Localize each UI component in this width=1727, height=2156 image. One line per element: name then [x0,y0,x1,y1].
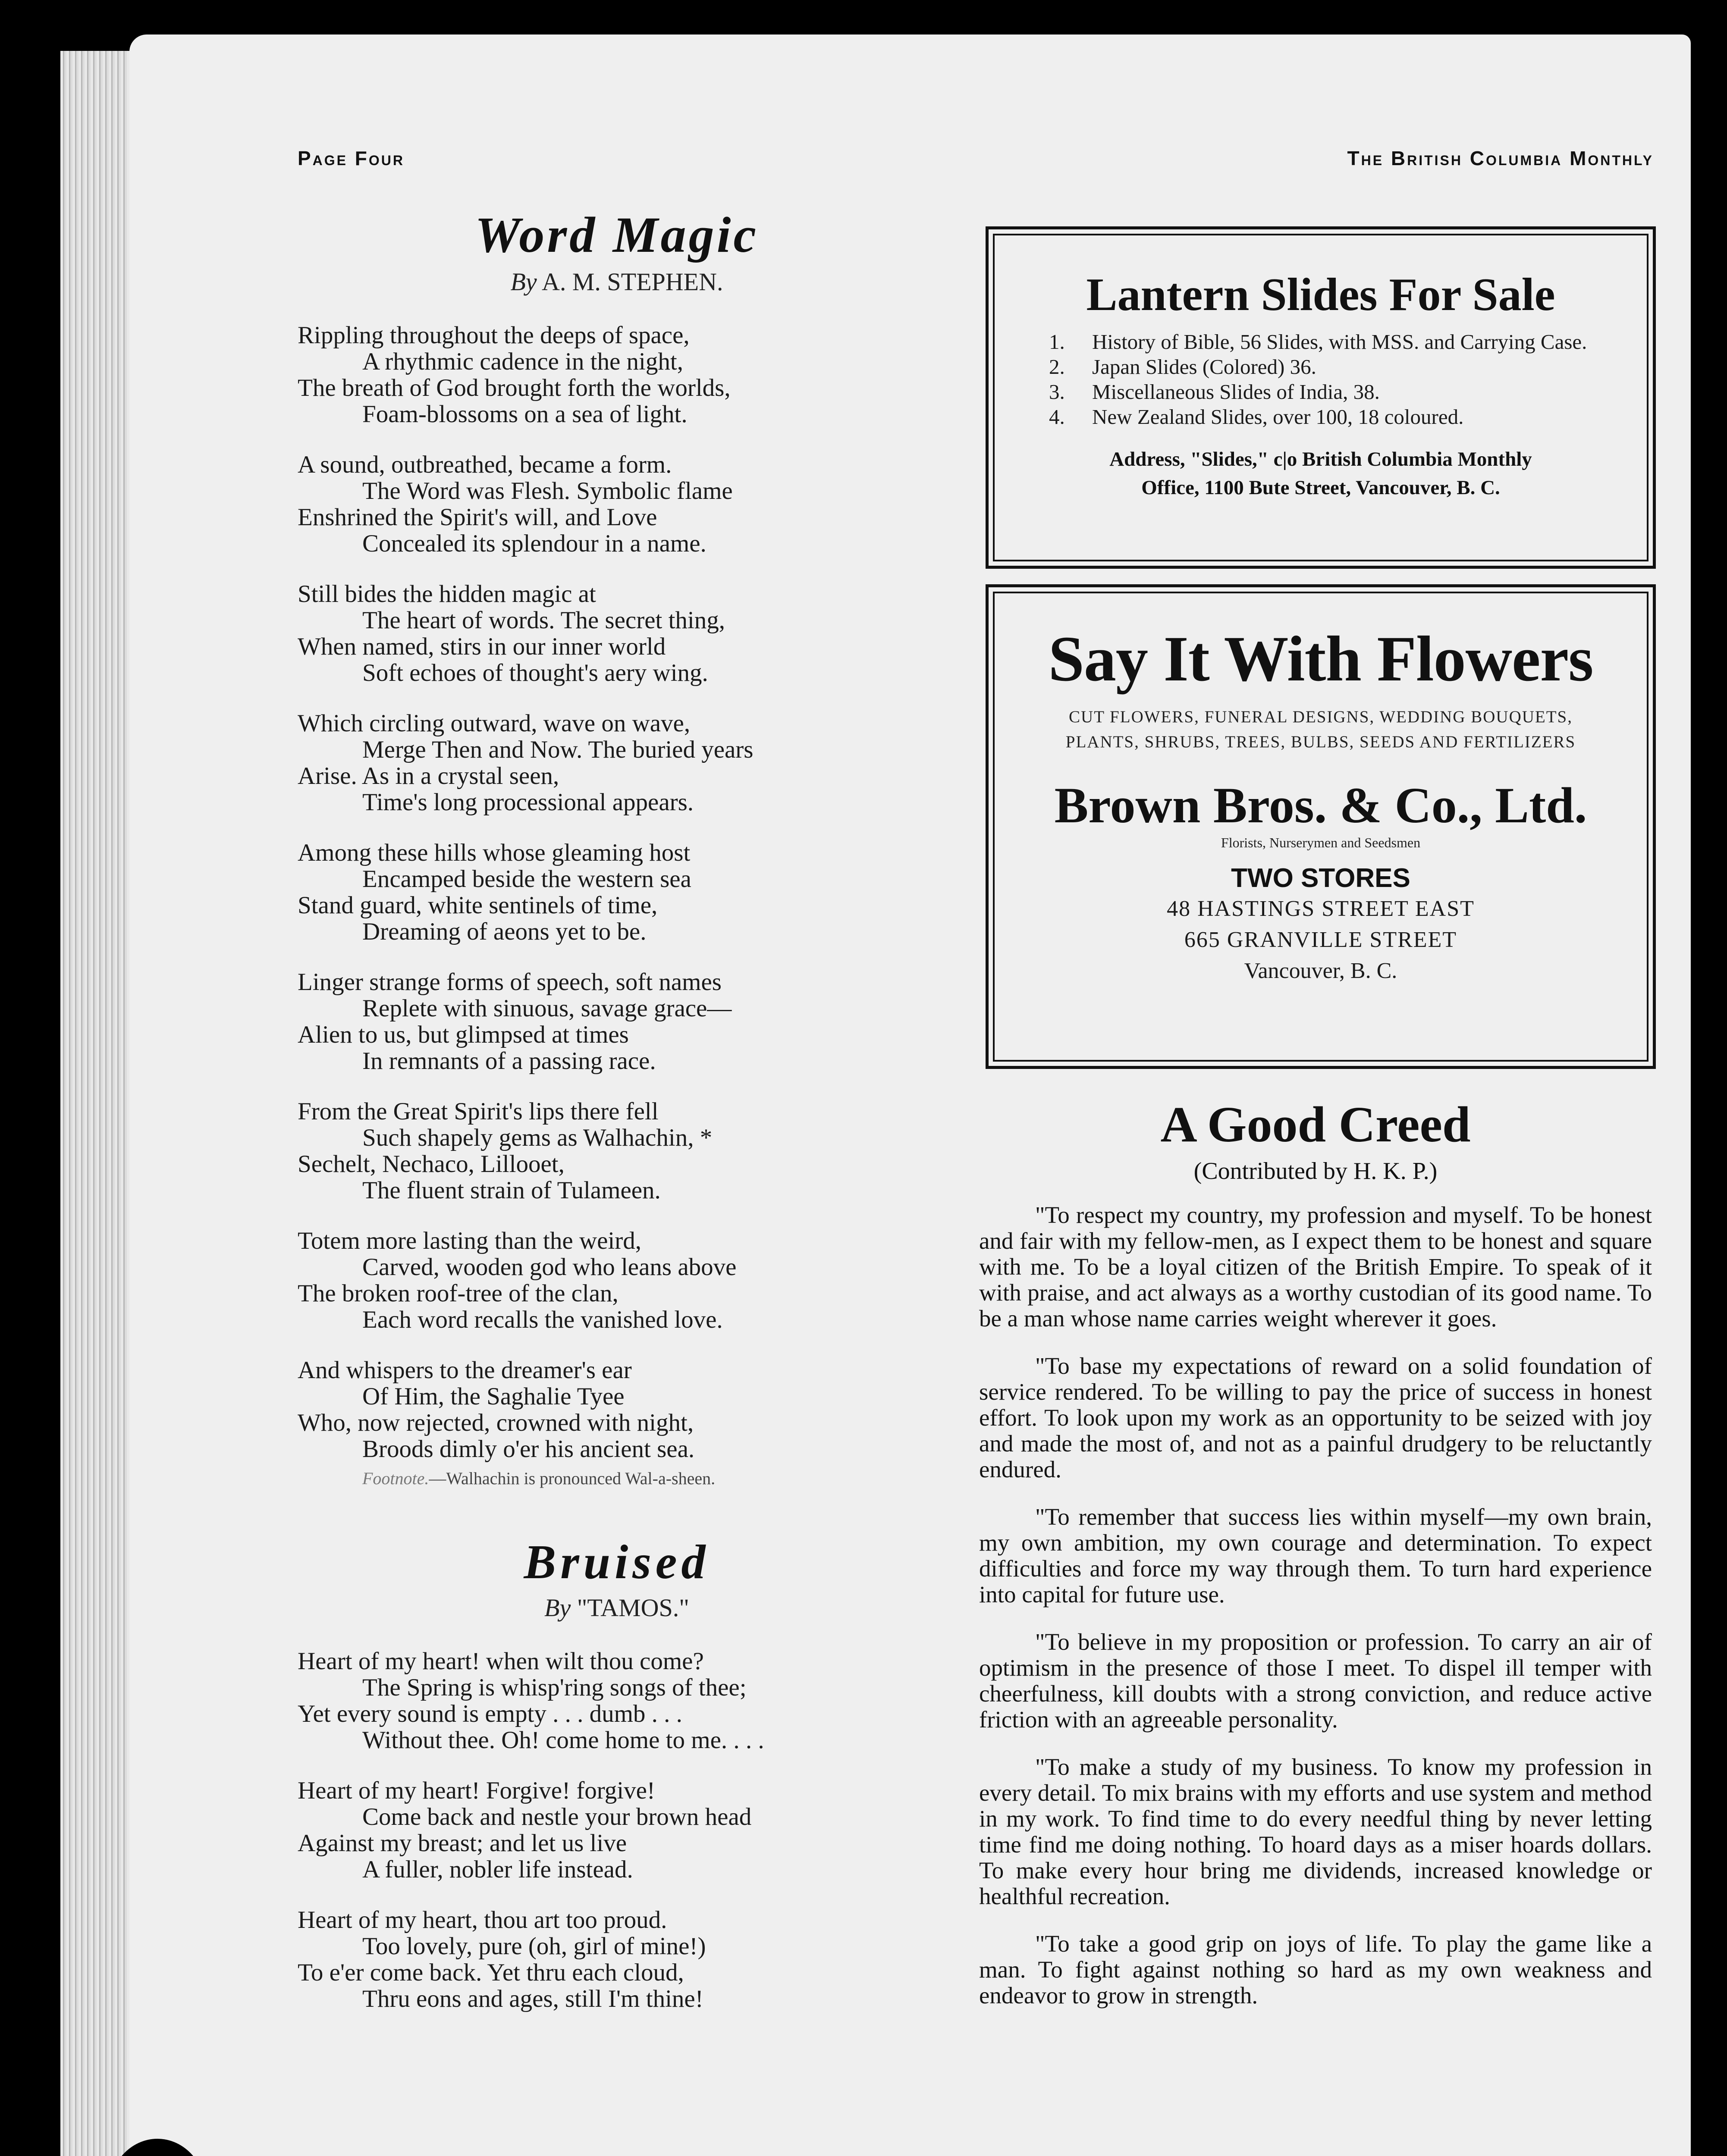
ad-services: CUT FLOWERS, FUNERAL DESIGNS, WEDDING BOUQUETS, PLANTS, SHRUBS, TREES, BULBS, SEEDS AND FERTILIZERS [1065,708,1576,751]
slides-list-item [1049,329,1610,354]
store-address: 665 GRANVILLE STREET [1184,928,1457,952]
running-head-right: The British Columbia Monthly [1347,147,1654,169]
poem-line: The fluent strain of Tulameen. [362,1176,661,1204]
item-number: 1. [1049,330,1065,354]
poem-line: Come back and nestle your brown head [362,1803,752,1830]
ad-address [1006,445,1636,502]
byline-prefix: By [510,267,537,296]
stanza [298,710,936,815]
stores-heading: TWO STORES [1231,863,1410,893]
poem-line: Carved, wooden god who leans above [362,1253,737,1281]
store-address: 48 HASTINGS STREET EAST [1167,896,1475,921]
poem-line: Dreaming of aeons yet to be. [362,918,647,945]
poem-line: In remnants of a passing race. [362,1047,656,1075]
poem-line: When named, stirs in our inner world [298,633,666,660]
advertisement-brown-bros [986,584,1656,1069]
slides-list-item [1049,404,1610,429]
article-paragraph: "To take a good grip on joys of life. To play the game like a man. To fight against nothing so hard as my own weakness and endeavor to grow in strength. [979,1930,1652,2009]
poem-line: Alien to us, but glimpsed at times [298,1021,629,1048]
poem-bruised [298,1536,936,2012]
poem-line: Still bides the hidden magic at [298,580,596,608]
poem-line: Among these hills whose gleaming host [298,839,691,866]
article-paragraph: "To base my expectations of reward on a solid foundation of service rendered. To be willing to pay the price of success in honest effort. To look upon my work as an opportunity to be seized with joy and made the most of, and not as a painful drudgery to be reluctantly endured. [979,1353,1652,1482]
poem-line: The heart of words. The secret thing, [362,606,725,634]
item-number: 2. [1049,355,1065,379]
item-number: 3. [1049,380,1065,404]
poem-word-magic [298,207,936,1489]
poem-line: A rhythmic cadence in the night, [362,348,683,375]
poem-byline [298,1593,936,1622]
poem-line: Totem more lasting than the weird, [298,1227,641,1254]
poem-line: Heart of my heart, thou art too proud. [298,1906,667,1934]
poem-body [298,322,936,1462]
stanza [298,1357,936,1462]
poem-line: Replete with sinuous, savage grace— [362,994,732,1022]
store-city: Vancouver, B. C. [1244,959,1397,983]
byline-prefix: By [544,1593,571,1622]
item-text: Japan Slides (Colored) 36. [1092,355,1316,379]
poem-line: Without thee. Oh! come home to me. . . . [362,1726,764,1754]
poem-line: The Word was Flesh. Symbolic flame [362,477,733,505]
poem-body [298,1648,936,2012]
poem-line: Enshrined the Spirit's will, and Love [298,503,657,531]
stanza [298,1648,936,1753]
company-tagline: Florists, Nurserymen and Seedsmen [1221,835,1421,850]
poem-line: Heart of my heart! Forgive! forgive! [298,1777,655,1804]
poem-line: Such shapely gems as Walhachin, * [362,1124,713,1151]
poem-line: Soft echoes of thought's aery wing. [362,659,708,686]
footnote [362,1468,936,1489]
poem-line: The breath of God brought forth the worlds, [298,374,731,401]
poem-line: A fuller, nobler life instead. [362,1855,633,1883]
company-name: Brown Bros. & Co., Ltd. [1054,777,1587,834]
poem-line: The Spring is whisp'ring songs of thee; [362,1673,747,1701]
left-column [298,207,936,2012]
article-body [979,1202,1652,2009]
ad-address-line: Address, "Slides," c|o British Columbia Monthly [1109,448,1532,470]
poem-title: Bruised [524,1535,710,1589]
poem-author: A. M. STEPHEN. [541,267,723,296]
poem-line: Yet every sound is empty . . . dumb . . . [298,1700,682,1727]
poem-line: A sound, outbreathed, became a form. [298,451,672,478]
poem-line: From the Great Spirit's lips there fell [298,1097,659,1125]
item-text: New Zealand Slides, over 100, 18 coloured. [1092,405,1464,429]
article-paragraph: "To remember that success lies within myself—my own brain, my own ambition, my own courage and determination. To expect difficulties and force my way through them. To turn hard experience into capital for future use. [979,1504,1652,1608]
poem-title: Word Magic [475,207,759,263]
poem-line: Which circling outward, wave on wave, [298,709,691,737]
article-paragraph: "To make a study of my business. To know my profession in every detail. To mix brains with my efforts and use system and method in my work. To find time to do every needful thing by never letting time find me doing nothing. To hoard days as a miser hoards dollars. To make every hour bring me dividends, increased knowledge or healthful recreation. [979,1754,1652,1909]
poem-line: Each word recalls the vanished love. [362,1306,723,1333]
stanza [298,322,936,427]
poem-line: Rippling throughout the deeps of space, [298,321,690,349]
poem-line: Of Him, the Saghalie Tyee [362,1382,625,1410]
stanza [298,969,936,1074]
item-number: 4. [1049,405,1065,429]
advertisement-lantern-slides [986,226,1656,569]
slides-list [1006,329,1636,429]
ad-heading: Say It With Flowers [1048,623,1593,695]
stanza [298,840,936,945]
poem-line: Sechelt, Nechaco, Lillooet, [298,1150,565,1178]
article-paragraph: "To believe in my proposition or profession. To carry an air of optimism in the presence of those I meet. To dispel ill temper with cheerfulness, kill doubts with a strong conviction, and reduce active friction with an agreeable personality. [979,1629,1652,1733]
poem-line: To e'er come back. Yet thru each cloud, [298,1959,684,1986]
ad-heading: Lantern Slides For Sale [1086,269,1555,320]
poem-line: Time's long processional appears. [362,788,694,816]
book-page-edges [60,51,138,2156]
stanza [298,451,936,557]
poem-line: Linger strange forms of speech, soft names [298,968,722,996]
slides-list-item [1049,379,1610,404]
poem-line: Too lovely, pure (oh, girl of mine!) [362,1932,706,1960]
poem-line: Broods dimly o'er his ancient sea. [362,1435,695,1463]
poem-line: Arise. As in a crystal seen, [298,762,559,790]
poem-line: And whispers to the dreamer's ear [298,1356,632,1384]
article-title: A Good Creed [1160,1096,1471,1153]
article-paragraph: "To respect my country, my profession and myself. To be honest and fair with my fellow-men, as I expect them to be honest and square with me. To be a loyal citizen of the British Empire. To speak of it with praise, and act always as a worthy custodian of its good name. To be a man whose name carries weight wherever it goes. [979,1202,1652,1332]
poem-line: Stand guard, white sentinels of time, [298,891,658,919]
poem-line: Encamped beside the western sea [362,865,691,893]
stanza [298,1228,936,1333]
poem-line: Against my breast; and let us live [298,1829,627,1857]
footnote-text: —Walhachin is pronounced Wal-a-sheen. [429,1468,716,1488]
poem-line: The broken roof-tree of the clan, [298,1279,619,1307]
item-text: History of Bible, 56 Slides, with MSS. and Carrying Case. [1092,330,1587,354]
item-text: Miscellaneous Slides of India, 38. [1092,380,1380,404]
poem-line: Heart of my heart! when wilt thou come? [298,1647,704,1675]
poem-line: Foam-blossoms on a sea of light. [362,400,688,428]
stanza [298,1098,936,1203]
stanza [298,1777,936,1883]
article-good-creed [979,1095,1652,2030]
poem-line: Thru eons and ages, still I'm thine! [362,1985,703,2012]
ad-address-line: Office, 1100 Bute Street, Vancouver, B. C. [1141,476,1500,499]
running-head-left: Page Four [298,147,405,169]
article-byline: (Contributed by H. K. P.) [1193,1158,1438,1185]
poem-byline [298,267,936,296]
stanza [298,581,936,686]
poem-author: "TAMOS." [577,1593,689,1622]
poem-line: Concealed its splendour in a name. [362,530,706,557]
poem-line: Who, now rejected, crowned with night, [298,1409,694,1436]
poem-line: Merge Then and Now. The buried years [362,736,754,763]
footnote-label: Footnote. [362,1468,429,1488]
stanza [298,1907,936,2012]
slides-list-item [1049,354,1610,379]
